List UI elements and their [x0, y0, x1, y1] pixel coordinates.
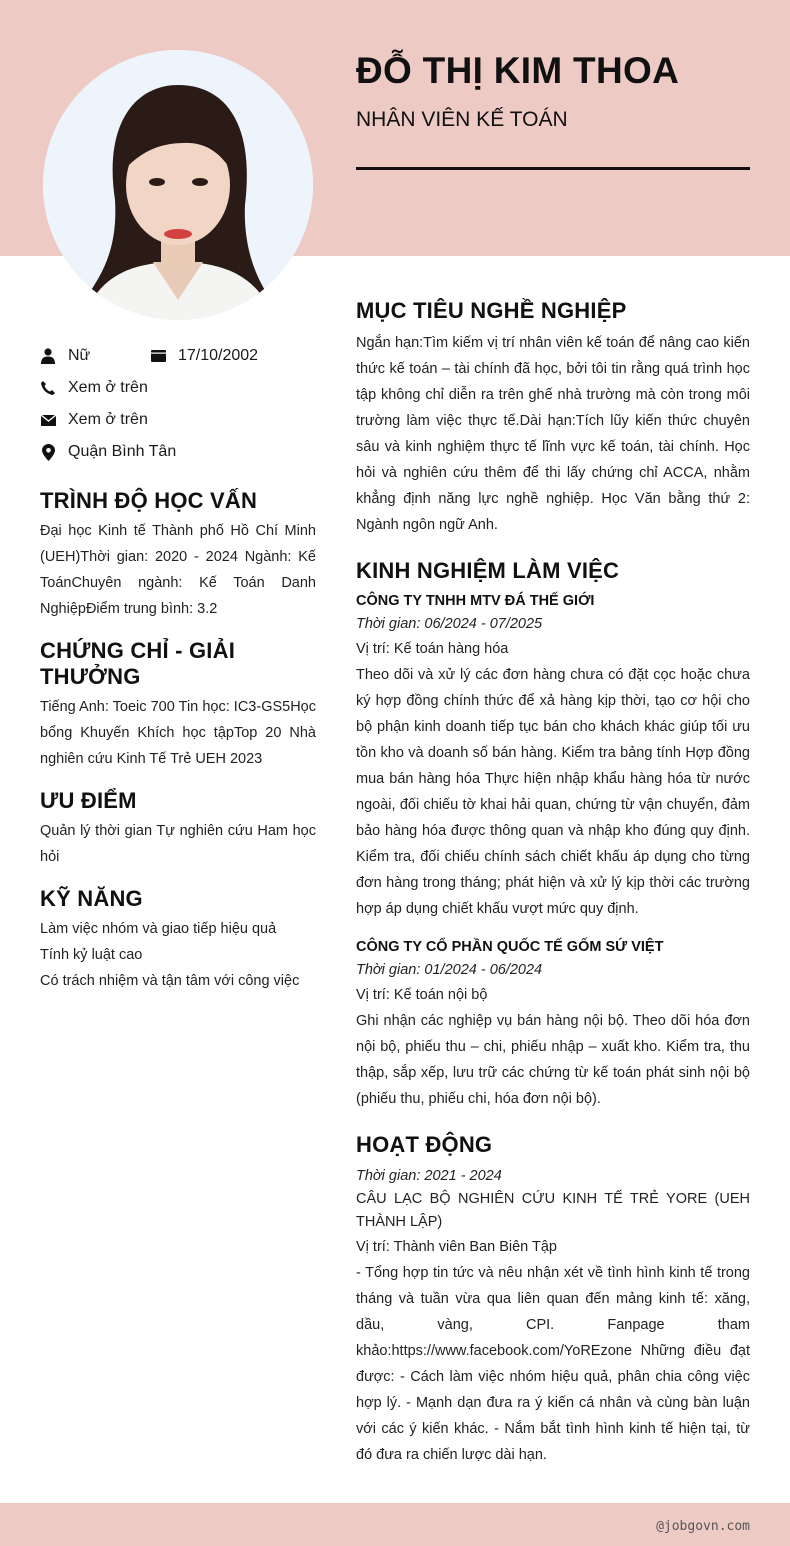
candidate-job-title: NHÂN VIÊN KẾ TOÁN	[356, 108, 568, 131]
experience-company: CÔNG TY CỔ PHẦN QUỐC TẾ GỐM SỨ VIỆT	[356, 939, 664, 955]
certificates-title: CHỨNG CHỈ - GIẢI THƯỞNG	[40, 638, 236, 689]
skills-title: KỸ NĂNG	[40, 886, 143, 911]
experience-period: Thời gian: 01/2024 - 06/2024	[356, 962, 543, 978]
email-value: Xem ở trên	[68, 411, 148, 428]
activity-organization: CÂU LẠC BỘ NGHIÊN CỨU KINH TẾ TRẺ YORE (UEH THÀNH LẬP)	[356, 1191, 750, 1230]
experience-period: Thời gian: 06/2024 - 07/2025	[356, 616, 543, 632]
contact-row-address	[40, 436, 316, 468]
title-divider	[356, 167, 750, 170]
phone-value: Xem ở trên	[68, 379, 148, 396]
experience-company: CÔNG TY TNHH MTV ĐÁ THẾ GIỚI	[356, 593, 595, 609]
skill-item: Làm việc nhóm và giao tiếp hiệu quả	[40, 921, 277, 937]
objective-text: Ngắn hạn:Tìm kiếm vị trí nhân viên kế toán để nâng cao kiến thức kế toán – tài chính đã học, bởi tôi tin rằng quá trình học tập không chỉ diễn ra trên ghế nhà trường mà còn trong môi trường làm việc thực tế.Dài hạn:Tích lũy kiến thức chuyên sâu và kinh nghiệm thực tế lĩnh vực kế toán, tài chính. Học hỏi và nghiên cứu thêm để thi lấy chứng chỉ ACCA, nhằm khẳng định năng lực nghề nghiệp. Học Văn bằng thứ 2: Ngành ngôn ngữ Anh.	[356, 335, 750, 533]
person-icon	[40, 347, 56, 365]
left-column	[40, 340, 316, 994]
experience-role: Vị trí: Kế toán hàng hóa	[356, 641, 509, 657]
skill-item: Có trách nhiệm và tận tâm với công việc	[40, 973, 300, 989]
gender-value: Nữ	[68, 347, 91, 364]
experience-title: KINH NGHIỆM LÀM VIỆC	[356, 558, 620, 583]
contact-row-gender-birthdate	[40, 340, 316, 372]
mail-icon	[40, 411, 56, 429]
education-title: TRÌNH ĐỘ HỌC VẤN	[40, 488, 258, 513]
objective-title: MỤC TIÊU NGHỀ NGHIỆP	[356, 298, 627, 323]
footer-watermark: @jobgovn.com	[656, 1519, 750, 1534]
experience-role: Vị trí: Kế toán nội bộ	[356, 987, 488, 1003]
experience-entry	[356, 936, 750, 1112]
strengths-text: Quản lý thời gian Tự nghiên cứu Ham học hỏi	[40, 823, 316, 865]
skill-item: Tính kỷ luật cao	[40, 947, 143, 963]
profile-photo	[43, 50, 313, 320]
experience-entry	[356, 590, 750, 922]
right-column	[356, 298, 750, 1468]
candidate-name: ĐỖ THỊ KIM THOA	[356, 50, 680, 91]
profile-photo-illustration	[43, 50, 313, 320]
contact-row-email	[40, 404, 316, 436]
location-pin-icon	[40, 443, 56, 461]
strengths-title: ƯU ĐIỂM	[40, 788, 137, 813]
birthdate-value: 17/10/2002	[178, 347, 259, 364]
experience-description: Ghi nhận các nghiệp vụ bán hàng nội bộ. Theo dõi hóa đơn nội bộ, phiếu thu – chi, phiếu nhập – xuất kho. Kiểm tra, thu thập, sắp xếp, lưu trữ các chứng từ kế toán phát sinh nội bộ (phiếu thu, phiếu chi, hóa đơn nội bộ).	[356, 1013, 750, 1107]
activity-description: - Tổng hợp tin tức và nêu nhận xét về tình hình kinh tế trong tháng và tuần vừa qua liên quan đến mảng kinh tế: xăng, dầu, vàng, CPI. Fanpage tham khảo:https://www.facebook.com/YoREzone Những điều đạt được: - Cách làm việc nhóm hiệu quả, phân chia công việc hợp lý. - Mạnh dạn đưa ra ý kiến cá nhân và cùng bàn luận với các ý kiến khác. - Nắm bắt tình hình kinh tế hiện tại, từ đó đưa ra chiến lược dài hạn.	[356, 1265, 750, 1463]
activities-title: HOẠT ĐỘNG	[356, 1132, 493, 1157]
calendar-icon	[150, 347, 166, 365]
education-text: Đại học Kinh tế Thành phố Hồ Chí Minh (UEH)Thời gian: 2020 - 2024 Ngành: Kế ToánChuyên ngành: Kế Toán Danh NghiệpĐiểm trung bình: 3.2	[40, 523, 316, 617]
certificates-text: Tiếng Anh: Toeic 700 Tin học: IC3-GS5Học bổng Khuyến Khích học tậpTop 20 Nhà nghiên cứu Kinh Tế Trẻ UEH 2023	[40, 699, 316, 767]
contact-row-phone	[40, 372, 316, 404]
phone-icon	[40, 379, 56, 397]
activity-role: Vị trí: Thành viên Ban Biên Tập	[356, 1239, 557, 1255]
address-value: Quận Bình Tân	[68, 443, 177, 460]
experience-description: Theo dõi và xử lý các đơn hàng chưa có đặt cọc hoặc chưa ký hợp đồng chính thức để xả hàng kịp thời, tạo cơ hội cho bộ phận kinh doanh tiếp tục bán cho khách khác giúp tối ưu tồn kho và doanh số bán hàng. Kiểm tra bảng tính Hợp đồng mua bán hàng hóa Thực hiện nhập khẩu hàng hóa từ nước ngoài, đối chiếu tờ khai hải quan, chứng từ vận chuyển, đảm bảo hàng hóa được thông quan và nhập kho đúng quy định. Kiểm tra, đối chiếu chính sách chiết khấu áp dụng cho từng đơn hàng trong tháng; phát hiện và xử lý kịp thời các trường hợp áp dụng chiết khấu vượt mức quy định.	[356, 667, 750, 917]
activity-period: Thời gian: 2021 - 2024	[356, 1168, 502, 1184]
